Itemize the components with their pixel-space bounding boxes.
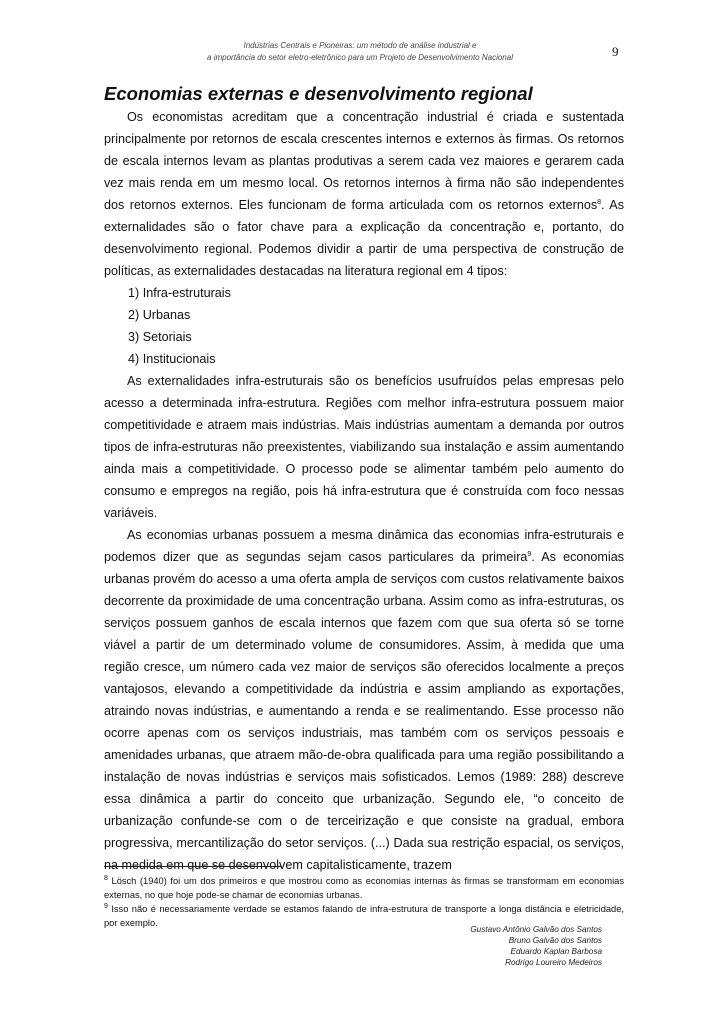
footnote-mark: 8 — [104, 874, 108, 882]
footnote-ref-9[interactable]: 9 — [527, 550, 532, 558]
running-header-line-1: Indústrias Centrais e Pioneiras: um método de análise industrial e — [243, 41, 477, 50]
list-item: 2) Urbanas — [128, 308, 191, 322]
paragraph-text: . As economias urbanas provém do acesso a uma oferta ampla de serviços com custos relativamente baixos decorrente da proximidade de uma concentração urbana. Assim como as infra-estruturas, os serviços possuem ganhos de escala internos que fazem com que sua oferta só se torne viável a partir de um determinado volume de consumidores. Assim, à medida que uma região cresce, um número cada vez maior de serviços são oferecidos localmente a preços vantajosos, elevando a competitividade da indústria e assim ampliando as exportações, atraindo novas indústrias, e aumentando a renda e se realimentando. Esse processo não ocorre apenas com os serviços industriais, mas também com os serviços pessoais e amenidades urbanas, que atraem mão-de-obra qualificada para uma região possibilitando a instalação de novas indústrias e serviços mais sofisticados. Lemos (1989: 288) descreve essa dinâmica a partir do conceito que urbanização. Segundo ele, “o conceito de urbanização confunde-se com o de terceirização e que consiste na gradual, embora progressiva, mercantilização do setor serviços. (...) Dada sua restrição espacial, os serviços, na medida em que se desenvolvem capitalisticamente, trazem — [104, 550, 625, 872]
footnote-text: Lösch (1940) foi um dos primeiros e que mostrou como as economias internas às firmas se transformam em economias externas, no que hoje pode-se chamar de economias urbanas. — [104, 876, 624, 900]
footnote-ref-8[interactable]: 8 — [597, 198, 602, 206]
author-name: Rodrigo Loureiro Medeiros — [505, 958, 602, 967]
author-credits — [380, 924, 602, 968]
footnote-divider — [104, 866, 282, 867]
page-number: 9 — [612, 44, 619, 59]
list-item: 3) Setoriais — [128, 330, 192, 344]
author-name: Gustavo Antônio Galvão dos Santos — [470, 925, 602, 934]
paragraph-text: Os economistas acreditam que a concentração industrial é criada e sustentada principalmente por retornos de escala crescentes internos e externos às firmas. Os retornos de escala internos levam as plantas produtivas a serem cada vez maiores e gerarem cada vez mais renda em um mesmo local. Os retornos internos à firma não são independentes dos retornos externos. Eles funcionam de forma articulada com os retornos externos — [104, 110, 624, 212]
footnotes — [104, 874, 624, 930]
running-header-line-2: a importância do setor eletro-eletrônico para um Projeto de Desenvolvimento Nacional — [207, 53, 513, 62]
running-header — [150, 40, 570, 64]
paragraph-infrastructure: As externalidades infra-estruturais são os benefícios usufruídos pelas empresas pelo acesso a determinada infra-estrutura. Regiões com melhor infra-estrutura possuem maior competitividade e atraem mais indústrias. Mais indústrias aumentam a demanda por outros tipos de infra-estruturas não preexistentes, viabilizando sua instalação e assim aumentando ainda mais a competitividade. O processo pode se alimentar também pelo aumento do consumo e empregos na região, pois há infra-estrutura que é construída com foco nessas variáveis. — [104, 374, 624, 520]
paragraph-text: . As externalidades são o fator chave para a explicação da concentração e, portanto, do desenvolvimento regional. Podemos dividir a partir de uma perspectiva de construção de políticas, as externalidades destacadas na literatura regional em 4 tipos: — [104, 198, 624, 278]
list-item: 4) Institucionais — [128, 352, 216, 366]
footnote-mark: 9 — [104, 902, 108, 910]
paragraph-text: As economias urbanas possuem a mesma dinâmica das economias infra-estruturais e podemos dizer que as segundas sejam casos particulares da primeira — [104, 528, 624, 564]
footnote-text: Isso não é necessariamente verdade se estamos falando de infra-estrutura de transporte a longa distância e eletricidade, por exemplo. — [104, 904, 624, 928]
paragraph-externalities-intro — [104, 106, 624, 282]
footnote-8 — [104, 874, 624, 902]
externality-types-list — [104, 282, 624, 370]
author-name: Eduardo Kaplan Barbosa — [510, 947, 602, 956]
list-item: 1) Infra-estruturais — [128, 286, 231, 300]
section-title: Economias externas e desenvolvimento regional — [104, 83, 533, 104]
paragraph-urban-economies — [104, 524, 624, 876]
author-name: Bruno Galvão dos Santos — [508, 936, 602, 945]
body-text — [104, 106, 624, 876]
